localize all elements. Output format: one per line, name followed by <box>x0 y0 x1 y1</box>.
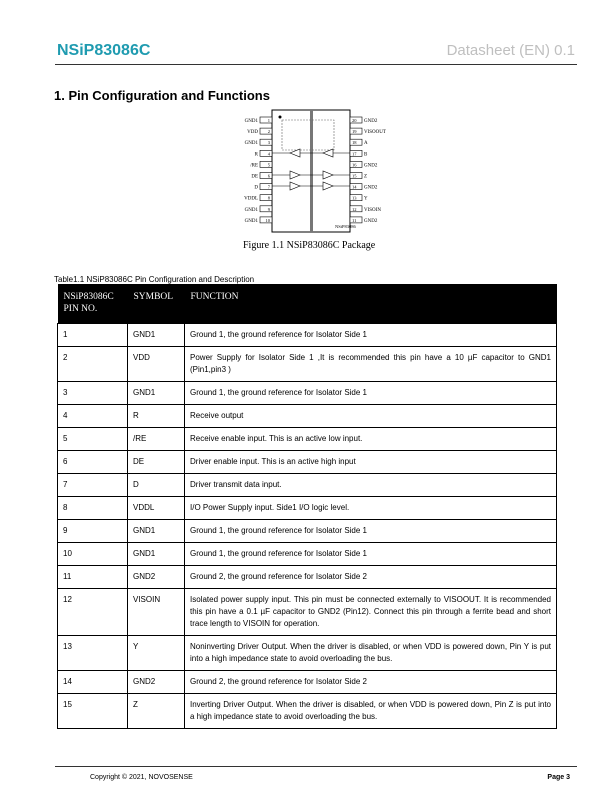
doc-version: Datasheet (EN) 0.1 <box>446 42 575 59</box>
pin-right-number: 19 <box>352 129 357 135</box>
table-row <box>58 405 557 428</box>
pin-left-name: /RE <box>250 163 258 169</box>
pin-function: Driver enable input. This is an active high input <box>185 451 557 474</box>
table-row <box>58 543 557 566</box>
table-header-row <box>58 284 557 324</box>
table-row <box>58 324 557 347</box>
pin-symbol: GND1 <box>128 324 185 347</box>
pin-right-number: 15 <box>352 173 357 179</box>
pin-number: 3 <box>58 382 128 405</box>
pin-number: 7 <box>58 474 128 497</box>
pin-number: 8 <box>58 497 128 520</box>
pin-function: Inverting Driver Output. When the driver is disabled, or when VDD is powered down, Pin Z is put into a high impedance state to avoid overloading the bus. <box>185 694 557 729</box>
pin-right-name: VISOOUT <box>364 130 386 136</box>
pin-left-number: 10 <box>265 217 270 223</box>
header-pin-no: NSiP83086C PIN NO. <box>58 284 128 324</box>
header-function: FUNCTION <box>185 284 557 324</box>
pin-left-number: 3 <box>267 140 270 146</box>
pin-left-number: 6 <box>267 173 270 179</box>
pin-left-name: VDDL <box>244 196 258 202</box>
pin-function: Ground 1, the ground reference for Isolator Side 1 <box>185 382 557 405</box>
section-title: 1. Pin Configuration and Functions <box>54 88 270 103</box>
table-row <box>58 694 557 729</box>
table-row <box>58 589 557 636</box>
pin-left-name: VDD <box>247 130 258 136</box>
pin-left-number: 2 <box>267 129 270 135</box>
pin-right-name: VISOIN <box>364 207 381 213</box>
figure-caption: Figure 1.1 NSiP83086C Package <box>243 240 376 251</box>
pin-function: I/O Power Supply input. Side1 I/O logic level. <box>185 497 557 520</box>
pin-symbol: VDDL <box>128 497 185 520</box>
pin-function: Receive enable input. This is an active low input. <box>185 428 557 451</box>
pin-number: 2 <box>58 347 128 382</box>
pin-number: 13 <box>58 636 128 671</box>
pin-left <box>260 173 272 179</box>
pin-symbol: VDD <box>128 347 185 382</box>
footer-divider <box>55 766 577 767</box>
pin-symbol: VISOIN <box>128 589 185 636</box>
pin-left <box>260 195 272 201</box>
isolation-barrier <box>310 110 313 232</box>
pin-right-number: 13 <box>352 195 357 201</box>
pin-left-name: GND1 <box>244 207 258 213</box>
pin-right-name: Z <box>364 174 368 180</box>
pin-function: Ground 2, the ground reference for Isolator Side 2 <box>185 671 557 694</box>
pin-function: Receive output <box>185 405 557 428</box>
pin-symbol: DE <box>128 451 185 474</box>
copyright: Copyright © 2021, NOVOSENSE <box>90 774 193 781</box>
table-row <box>58 451 557 474</box>
pin-right-number: 14 <box>352 184 357 190</box>
pin1-marker <box>279 116 282 119</box>
pin-number: 6 <box>58 451 128 474</box>
pin-right-name: GND2 <box>364 218 378 224</box>
pin-right-number: 18 <box>352 140 357 146</box>
pin-number: 10 <box>58 543 128 566</box>
pin-symbol: Y <box>128 636 185 671</box>
table-row <box>58 497 557 520</box>
pin-right-number: 17 <box>352 151 357 157</box>
pin-symbol: Z <box>128 694 185 729</box>
pin-right-name: GND2 <box>364 185 378 191</box>
pin-symbol: GND1 <box>128 520 185 543</box>
pin-symbol: R <box>128 405 185 428</box>
table-row <box>58 428 557 451</box>
table-row <box>58 636 557 671</box>
table-row <box>58 382 557 405</box>
pin-left-name: DE <box>251 174 258 180</box>
table-row <box>58 671 557 694</box>
pin-function: Power Supply for Isolator Side 1 ,It is recommended this pin have a 10 µF capacitor to GND1 (Pin1,pin3 ) <box>185 347 557 382</box>
pin-left-name: GND1 <box>244 119 258 124</box>
pin-left <box>260 128 272 134</box>
pin-symbol: GND1 <box>128 382 185 405</box>
pin-right-number: 11 <box>352 217 357 223</box>
pin-symbol: /RE <box>128 428 185 451</box>
pin-left-name: D <box>254 185 258 191</box>
pin-number: 5 <box>58 428 128 451</box>
pin-left <box>260 161 272 167</box>
pin-left-number: 1 <box>267 118 270 123</box>
pin-function: Ground 1, the ground reference for Isolator Side 1 <box>185 543 557 566</box>
header-divider <box>55 64 577 65</box>
pin-number: 11 <box>58 566 128 589</box>
pin-function: Ground 2, the ground reference for Isolator Side 2 <box>185 566 557 589</box>
pin-left-name: GND1 <box>244 141 258 147</box>
pin-right-name: A <box>364 141 368 147</box>
pin-function: Noninverting Driver Output. When the driver is disabled, or when VDD is powered down, Pin Y is put into a high impedance state to avoid overloading the bus. <box>185 636 557 671</box>
pin-symbol: GND1 <box>128 543 185 566</box>
pin-symbol: GND2 <box>128 671 185 694</box>
pin-symbol: D <box>128 474 185 497</box>
pin-left <box>260 117 272 123</box>
pin-right-name: GND2 <box>364 119 378 124</box>
pin-number: 15 <box>58 694 128 729</box>
pin-left <box>260 139 272 145</box>
pin-number: 12 <box>58 589 128 636</box>
pin-right-name: GND2 <box>364 163 378 169</box>
table-row <box>58 566 557 589</box>
pin-right-name: B <box>364 152 368 158</box>
pin-right-number: 20 <box>352 118 357 123</box>
pin-right-number: 16 <box>352 162 357 168</box>
table-row <box>58 520 557 543</box>
table-row <box>58 474 557 497</box>
pin-left <box>260 184 272 190</box>
pin-right-number: 12 <box>352 206 357 212</box>
pin-left-number: 4 <box>267 151 270 157</box>
page-number: Page 3 <box>547 774 570 781</box>
pin-left <box>260 150 272 156</box>
pin-function: Isolated power supply input. This pin must be connected externally to VISOOUT. It is recommended this pin have a 0.1 µF capacitor to GND2 (Pin12). Connect this pin through a ferrite bead and short trace length to VISOIN for operation. <box>185 589 557 636</box>
table-caption: Table1.1 NSiP83086C Pin Configuration and Description <box>54 275 255 284</box>
pin-function: Driver transmit data input. <box>185 474 557 497</box>
pin-function: Ground 1, the ground reference for Isolator Side 1 <box>185 324 557 347</box>
pin-symbol: GND2 <box>128 566 185 589</box>
pin-left-number: 5 <box>267 162 270 168</box>
pin-function: Ground 1, the ground reference for Isolator Side 1 <box>185 520 557 543</box>
pin-number: 9 <box>58 520 128 543</box>
pin-left-number: 7 <box>267 184 270 190</box>
doc-title: NSiP83086C <box>57 42 151 59</box>
chip-label: NSiP83086 <box>335 224 356 229</box>
pin-left <box>260 206 272 212</box>
pin-left-number: 9 <box>267 206 270 212</box>
pin-left-number: 8 <box>267 195 270 201</box>
pin-left-name: GND1 <box>244 218 258 224</box>
pin-number: 1 <box>58 324 128 347</box>
table-row <box>58 347 557 382</box>
package-diagram <box>230 108 390 238</box>
pin-right-name: Y <box>364 196 368 202</box>
pin-number: 4 <box>58 405 128 428</box>
header-symbol: SYMBOL <box>128 284 185 324</box>
pin-number: 14 <box>58 671 128 694</box>
pin-left-name: R <box>254 152 258 158</box>
pin-table <box>57 284 557 729</box>
